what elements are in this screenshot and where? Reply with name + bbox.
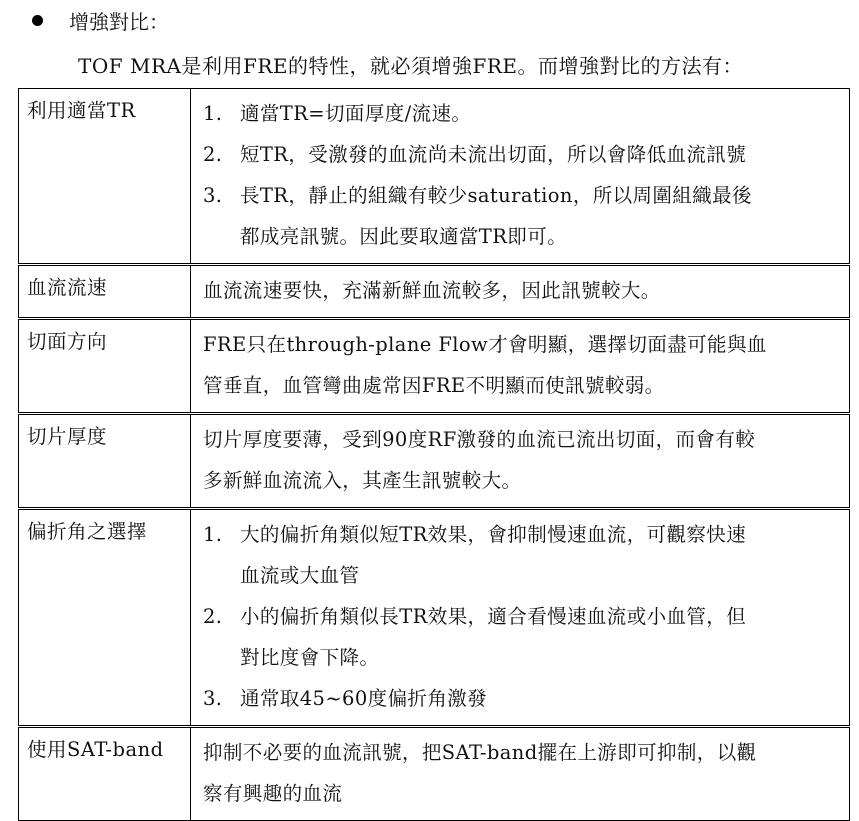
content-line: 抑制不必要的血流訊號，把SAT-band擺在上游即可抑制，以觀 [203,741,757,764]
content-line: 察有興趣的血流 [203,782,343,805]
list-item-line [203,216,843,257]
list-item-number: 2. [203,605,223,628]
list-item-line [203,555,843,596]
list-item-text: 大的偏折角類似短TR效果，會抑制慢速血流，可觀察快速 [240,523,747,546]
row-content [191,319,850,414]
table-row [19,265,850,319]
list-item-line [203,93,843,134]
list-item-line [203,514,843,555]
list-item-line [203,134,843,175]
list-item-text: 都成亮訊號。因此要取適當TR即可。 [240,225,567,248]
list-item-number: 2. [203,143,223,166]
row-label: 利用適當TR [19,89,191,265]
table-row [19,319,850,414]
list-item-line [203,175,843,216]
list-item-text: 長TR，靜止的組織有較少saturation，所以周圍組織最後 [240,184,752,207]
list-item-text: 通常取45~60度偏折角激發 [240,687,488,710]
content-line: 血流流速要快，充滿新鮮血流較多，因此訊號較大。 [203,279,661,302]
list-item-text: 對比度會下降。 [240,646,380,669]
heading-text: 增強對比： [69,9,169,34]
content-line: 多新鮮血流流入，其產生訊號較大。 [203,469,522,492]
table-row [19,727,850,821]
table-row [19,414,850,509]
list-item-number: 3. [203,184,223,207]
row-label: 切面方向 [19,319,191,414]
row-content [191,509,850,727]
table-row [19,509,850,727]
contrast-methods-table [18,88,850,821]
row-label: 血流流速 [19,265,191,319]
row-content [191,265,850,319]
list-item-number: 1. [203,523,223,546]
list-item-text: 血流或大血管 [240,564,360,587]
row-content [191,414,850,509]
list-item-text: 短TR，受激發的血流尚未流出切面，所以會降低血流訊號 [240,143,747,166]
list-item-line [203,596,843,637]
list-item-number: 1. [203,102,223,125]
list-item-number: 3. [203,687,223,710]
list-item-line [203,637,843,678]
row-label: 使用SAT-band [19,727,191,821]
row-label: 偏折角之選擇 [19,509,191,727]
row-label: 切片厚度 [19,414,191,509]
list-item-text: 小的偏折角類似長TR效果，適合看慢速血流或小血管，但 [240,605,747,628]
content-line: FRE只在through-plane Flow才會明顯，選擇切面盡可能與血 [203,333,767,356]
content-line: 切片厚度要薄，受到90度RF激發的血流已流出切面，而會有較 [203,428,756,451]
list-item-line [203,678,843,719]
intro-paragraph: TOF MRA是利用FRE的特性，就必須增強FRE。而增強對比的方法有： [78,54,744,78]
row-content [191,727,850,821]
table-row [19,89,850,265]
list-item-text: 適當TR=切面厚度/流速。 [240,102,472,125]
row-content [191,89,850,265]
bullet-icon [32,15,43,26]
section-heading [32,6,169,34]
content-line: 管垂直，血管彎曲處常因FRE不明顯而使訊號較弱。 [203,374,665,397]
